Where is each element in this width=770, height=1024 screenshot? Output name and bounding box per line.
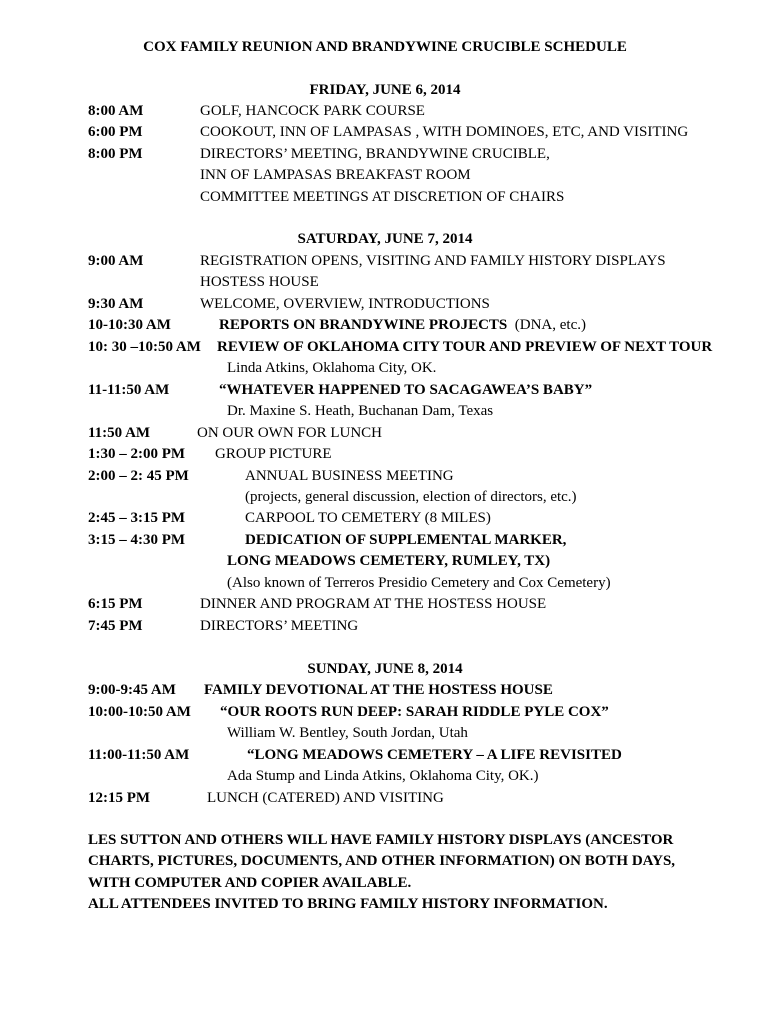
saturday-event-1-location: HOSTESS HOUSE [200, 274, 319, 290]
saturday-time-6: 11:50 AM [88, 425, 151, 441]
saturday-event-10-note: (Also known of Terreros Presidio Cemetery and Cox Cemetery) [227, 575, 611, 591]
footer-line-1: LES SUTTON AND OTHERS WILL HAVE FAMILY HISTORY DISPLAYS (ANCESTOR [88, 832, 674, 848]
saturday-time-7: 1:30 – 2:00 PM [88, 446, 186, 462]
saturday-time-11: 6:15 PM [88, 596, 143, 612]
sunday-event-2-presenter: William W. Bentley, South Jordan, Utah [227, 725, 468, 741]
sunday-time-3: 11:00-11:50 AM [88, 747, 190, 763]
friday-heading: FRIDAY, JUNE 6, 2014 [309, 82, 461, 98]
sunday-time-2: 10:00-10:50 AM [88, 704, 191, 720]
saturday-event-2: WELCOME, OVERVIEW, INTRODUCTIONS [200, 296, 490, 312]
saturday-event-8: ANNUAL BUSINESS MEETING [245, 468, 454, 484]
sunday-time-1: 9:00-9:45 AM [88, 682, 176, 698]
saturday-event-12: DIRECTORS’ MEETING [200, 618, 359, 634]
saturday-time-9: 2:45 – 3:15 PM [88, 510, 186, 526]
sunday-event-1: FAMILY DEVOTIONAL AT THE HOSTESS HOUSE [204, 682, 553, 698]
sunday-heading: SUNDAY, JUNE 8, 2014 [307, 661, 463, 677]
saturday-event-3-title: REPORTS ON BRANDYWINE PROJECTS [219, 317, 508, 333]
saturday-event-3 [219, 316, 586, 334]
friday-event-3-location: INN OF LAMPASAS BREAKFAST ROOM [200, 167, 471, 183]
sunday-event-4: LUNCH (CATERED) AND VISITING [207, 790, 444, 806]
saturday-time-5: 11-11:50 AM [88, 382, 170, 398]
saturday-time-1: 9:00 AM [88, 253, 144, 269]
document-title: COX FAMILY REUNION AND BRANDYWINE CRUCIBLE SCHEDULE [143, 39, 627, 55]
saturday-event-9: CARPOOL TO CEMETERY (8 MILES) [245, 510, 491, 526]
saturday-event-3-note: (DNA, etc.) [514, 317, 586, 333]
saturday-event-7: GROUP PICTURE [215, 446, 332, 462]
saturday-event-6: ON OUR OWN FOR LUNCH [197, 425, 383, 441]
saturday-event-5-presenter: Dr. Maxine S. Heath, Buchanan Dam, Texas [227, 403, 494, 419]
saturday-event-10: DEDICATION OF SUPPLEMENTAL MARKER, [245, 532, 567, 548]
sunday-time-4: 12:15 PM [88, 790, 151, 806]
footer-line-4: ALL ATTENDEES INVITED TO BRING FAMILY HISTORY INFORMATION. [88, 896, 608, 912]
friday-event-3: DIRECTORS’ MEETING, BRANDYWINE CRUCIBLE, [200, 146, 550, 162]
friday-event-2: COOKOUT, INN OF LAMPASAS , WITH DOMINOES, ETC, AND VISITING [200, 124, 689, 140]
friday-event-1: GOLF, HANCOCK PARK COURSE [200, 103, 425, 119]
sunday-event-2: “OUR ROOTS RUN DEEP: SARAH RIDDLE PYLE COX” [220, 704, 609, 720]
sunday-event-3-presenter: Ada Stump and Linda Atkins, Oklahoma City, OK.) [227, 768, 539, 784]
saturday-time-10: 3:15 – 4:30 PM [88, 532, 186, 548]
friday-event-3-note: COMMITTEE MEETINGS AT DISCRETION OF CHAIRS [200, 189, 565, 205]
saturday-time-4: 10: 30 –10:50 AM [88, 339, 201, 355]
saturday-event-8-note: (projects, general discussion, election of directors, etc.) [245, 489, 577, 505]
footer-line-2: CHARTS, PICTURES, DOCUMENTS, AND OTHER INFORMATION) ON BOTH DAYS, [88, 853, 676, 869]
footer-line-3: WITH COMPUTER AND COPIER AVAILABLE. [88, 875, 412, 891]
saturday-time-12: 7:45 PM [88, 618, 143, 634]
saturday-heading: SATURDAY, JUNE 7, 2014 [297, 231, 473, 247]
saturday-event-4: REVIEW OF OKLAHOMA CITY TOUR AND PREVIEW OF NEXT TOUR [217, 339, 713, 355]
friday-time-2: 6:00 PM [88, 124, 143, 140]
saturday-time-8: 2:00 – 2: 45 PM [88, 468, 189, 484]
friday-time-3: 8:00 PM [88, 146, 143, 162]
saturday-event-4-presenter: Linda Atkins, Oklahoma City, OK. [227, 360, 437, 376]
sunday-event-3: “LONG MEADOWS CEMETERY – A LIFE REVISITED [247, 747, 622, 763]
saturday-time-3: 10-10:30 AM [88, 317, 171, 333]
saturday-event-5: “WHATEVER HAPPENED TO SACAGAWEA’S BABY” [219, 382, 593, 398]
saturday-event-1: REGISTRATION OPENS, VISITING AND FAMILY HISTORY DISPLAYS [200, 253, 666, 269]
saturday-time-2: 9:30 AM [88, 296, 144, 312]
friday-time-1: 8:00 AM [88, 103, 144, 119]
saturday-event-11: DINNER AND PROGRAM AT THE HOSTESS HOUSE [200, 596, 547, 612]
saturday-event-10-location: LONG MEADOWS CEMETERY, RUMLEY, TX) [227, 553, 551, 569]
